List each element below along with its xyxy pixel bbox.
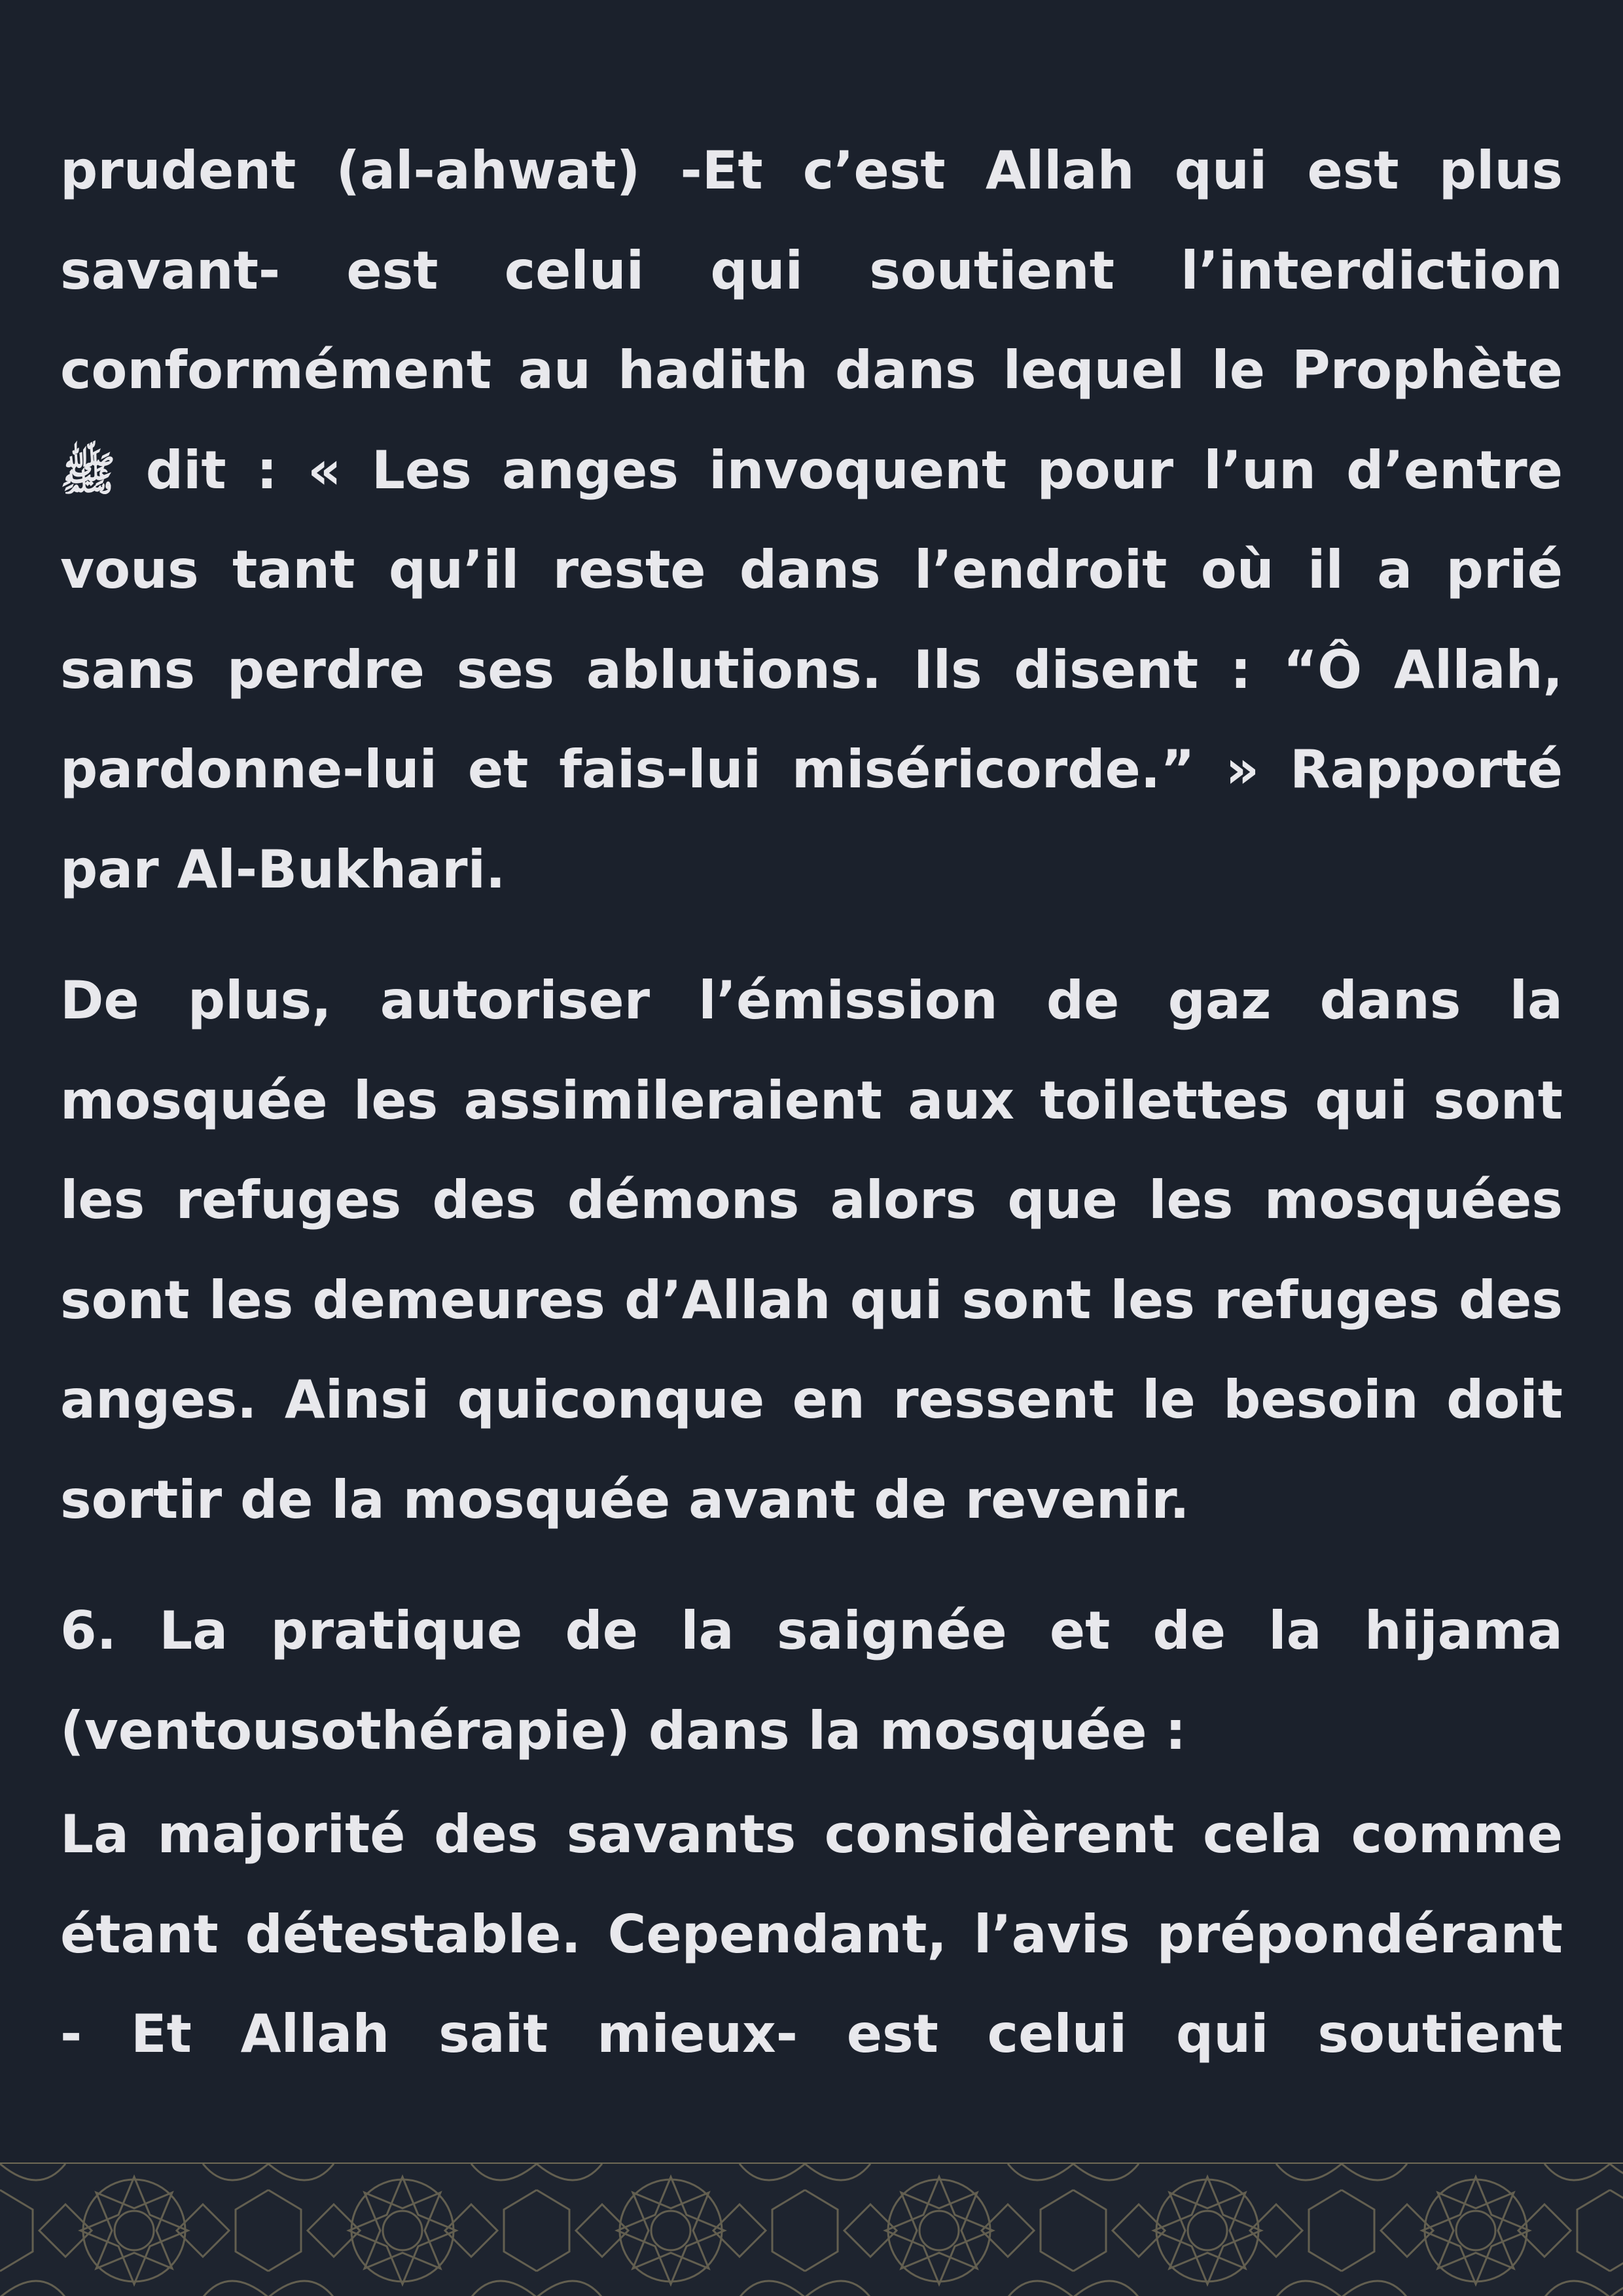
paragraph-mosque-gas: De plus, autoriser l’émission de gaz dans la mosquée les assimileraient aux toilettes qui sont les refuges des démons alors que les mosquées sont les demeures d’Allah qui sont les refuges des anges. Ainsi quiconque en ressent le besoin doit sortir de la mosquée avant de revenir. bbox=[60, 970, 1563, 1530]
paragraph-hadith-text-a: prudent (al-ahwat) -Et c’est Allah qui est plus savant- est celui qui soutient l’interdiction conformément au hadith dans lequel le Prophète bbox=[60, 140, 1563, 401]
salawat-glyph: ﷺ bbox=[60, 446, 116, 501]
paragraph-hadith-text-b: dit : « Les anges invoquent pour l’un d’entre vous tant qu’il reste dans l’endroit où il a prié sans perdre ses ablutions. Ils disent : “Ô Allah, pardonne-lui et fais-lui miséricorde.” » Rapporté par Al-Bukhari. bbox=[60, 439, 1563, 900]
footer-ornament-band bbox=[0, 2162, 1623, 2296]
section-heading: 6. La pratique de la saignée et de la hijama (ventousothérapie) dans la mosquée : bbox=[60, 1600, 1563, 1761]
paragraph-hijama: La majorité des savants considèrent cela comme étant détestable. Cependant, l’avis prépondérant - Et Allah sait mieux- est celui qui soutient bbox=[60, 1804, 1563, 2064]
page-body bbox=[60, 121, 1563, 2085]
geometric-star-pattern-icon bbox=[0, 2164, 1623, 2296]
paragraph-hadith bbox=[60, 121, 1563, 920]
